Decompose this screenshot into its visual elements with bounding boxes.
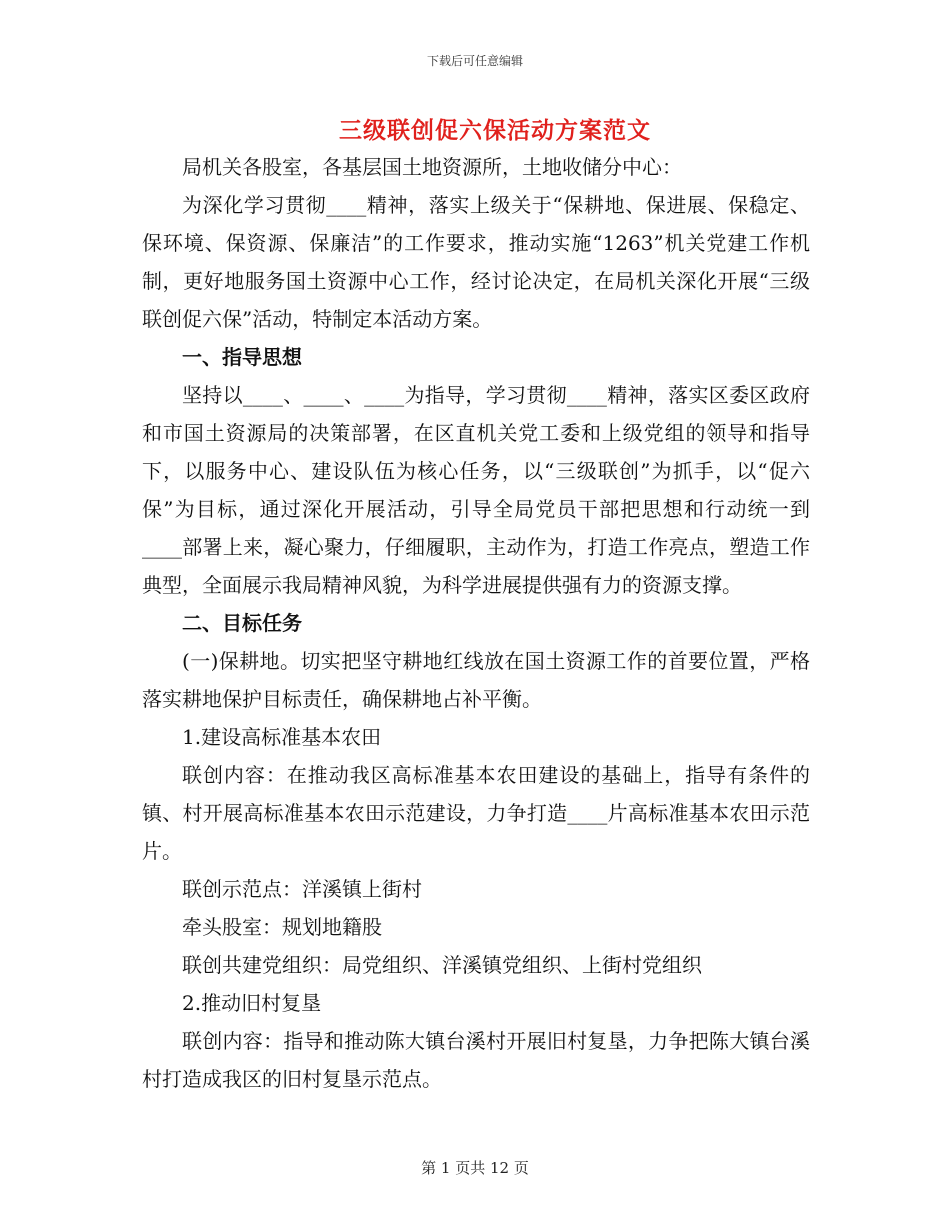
- section-heading-goals: 二、目标任务: [182, 611, 302, 635]
- paragraph-demo-site-1: 联创示范点：洋溪镇上街村: [182, 877, 422, 901]
- paragraph-addressee: 局机关各股室，各基层国土地资源所，土地收储分中心：: [182, 155, 682, 179]
- paragraph-joint-content-2: 联创内容：指导和推动陈大镇台溪村开展旧村复垦，力争把陈大镇台溪村打造成我区的旧村复垦示范点。: [142, 1029, 810, 1091]
- document-body: [142, 148, 810, 1098]
- page-number: 第 1 页共 12 页: [421, 1159, 529, 1177]
- subheading-farmland-construction: 1.建设高标准基本农田: [182, 725, 382, 749]
- paragraph-guiding-ideology: 坚持以____、____、____为指导，学习贯彻____精神，落实区委区政府和市国土资源局的决策部署，在区直机关党工委和上级党组的领导和指导下，以服务中心、建设队伍为核心任务，以“三级联创”为抓手，以“促六保”为目标，通过深化开展活动，引导全局党员干部把思想和行动统一到____部署上来，凝心聚力，仔细履职，主动作为，打造工作亮点，塑造工作典型，全面展示我局精神风貌，为科学进展提供强有力的资源支撑。: [142, 383, 810, 597]
- section-heading-guiding-ideology: 一、指导思想: [182, 345, 302, 369]
- paragraph-protect-farmland: (一)保耕地。切实把坚守耕地红线放在国土资源工作的首要位置，严格落实耕地保护目标责任，确保耕地占补平衡。: [142, 649, 810, 711]
- subheading-village-reclamation: 2.推动旧村复垦: [182, 991, 322, 1015]
- paragraph-joint-content-1: 联创内容：在推动我区高标准基本农田建设的基础上，指导有条件的镇、村开展高标准基本农田示范建设，力争打造____片高标准基本农田示范片。: [142, 763, 810, 863]
- paragraph-intro: 为深化学习贯彻____精神，落实上级关于“保耕地、保进展、保稳定、保环境、保资源、保廉洁”的工作要求，推动实施“1263”机关党建工作机制，更好地服务国土资源中心工作，经讨论决定，在局机关深化开展“三级联创促六保”活动，特制定本活动方案。: [142, 193, 810, 331]
- page-header-note: 下载后可任意编辑: [426, 54, 523, 68]
- paragraph-lead-office-1: 牵头股室：规划地籍股: [182, 915, 382, 939]
- paragraph-party-orgs-1: 联创共建党组织：局党组织、洋溪镇党组织、上街村党组织: [182, 953, 702, 977]
- document-title: 三级联创促六保活动方案范文: [339, 117, 651, 144]
